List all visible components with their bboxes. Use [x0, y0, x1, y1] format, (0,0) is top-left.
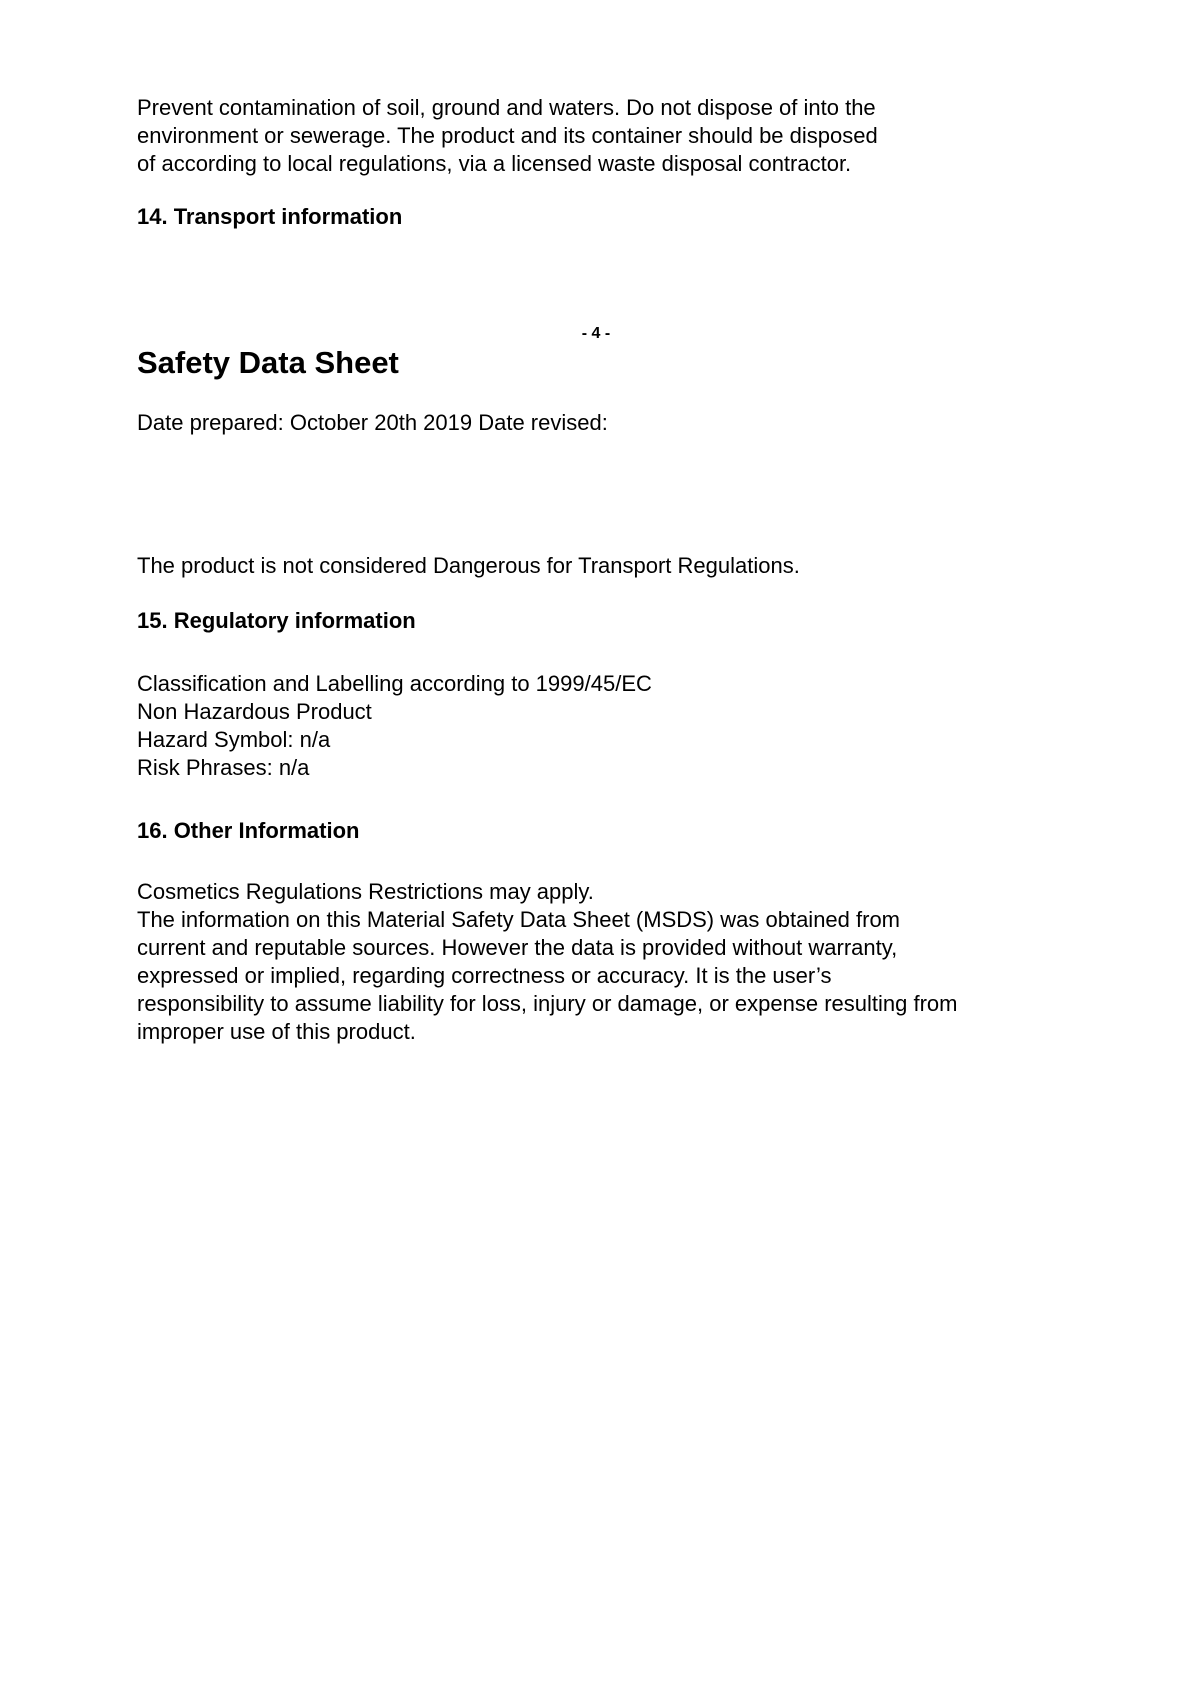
disclaimer-line: improper use of this product. [137, 1019, 416, 1044]
disclaimer-line: current and reputable sources. However the data is provided without warranty, [137, 935, 898, 960]
section-16-heading: 16. Other Information [137, 818, 360, 843]
disposal-paragraph [137, 94, 1055, 178]
hazard-symbol-line: Hazard Symbol: n/a [137, 727, 331, 752]
page-number-marker: - 4 - [581, 325, 611, 342]
disposal-paragraph-line: of according to local regulations, via a licensed waste disposal contractor. [137, 151, 852, 176]
disclaimer-line: responsibility to assume liability for loss, injury or damage, or expense resulting from [137, 991, 958, 1016]
section-14-heading: 14. Transport information [137, 204, 403, 229]
classification-line: Classification and Labelling according to 1999/45/EC [137, 671, 652, 696]
non-hazardous-line: Non Hazardous Product [137, 699, 372, 724]
risk-phrases-line: Risk Phrases: n/a [137, 755, 310, 780]
disposal-paragraph-line: environment or sewerage. The product and its container should be disposed [137, 123, 878, 148]
section-15-heading: 15. Regulatory information [137, 608, 416, 633]
regulatory-details [137, 670, 1055, 782]
disposal-paragraph-line: Prevent contamination of soil, ground and waters. Do not dispose of into the [137, 95, 876, 120]
page-content [137, 94, 1055, 1046]
disclaimer-line: The information on this Material Safety Data Sheet (MSDS) was obtained from [137, 907, 901, 932]
disclaimer-line: expressed or implied, regarding correctness or accuracy. It is the user’s [137, 963, 832, 988]
date-prepared-line: Date prepared: October 20th 2019 Date revised: [137, 410, 608, 435]
other-information-paragraph [137, 878, 1055, 1046]
document-title: Safety Data Sheet [137, 345, 399, 380]
cosmetics-restrictions-line: Cosmetics Regulations Restrictions may apply. [137, 879, 594, 904]
transport-statement: The product is not considered Dangerous for Transport Regulations. [137, 553, 800, 578]
